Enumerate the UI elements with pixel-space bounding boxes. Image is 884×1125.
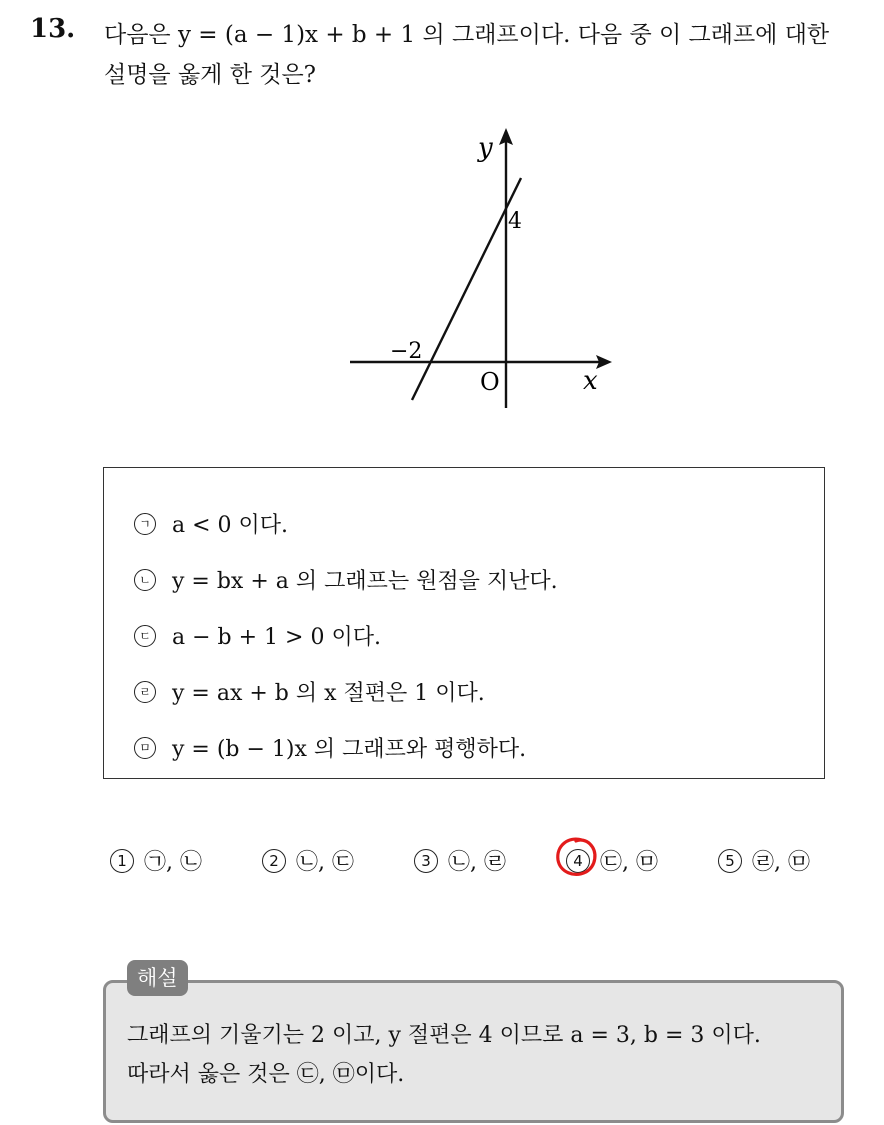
choice-number: 4 <box>566 849 590 873</box>
solution-text-line1: 그래프의 기울기는 2 이고, y 절편은 4 이므로 a = 3, b = 3 이다. <box>127 1023 761 1048</box>
choice-text: ㉢, ㉤ <box>600 850 658 875</box>
condition-text: y = ax + b 의 x 절편은 1 이다. <box>172 681 485 706</box>
condition-text: a − b + 1 > 0 이다. <box>172 625 381 650</box>
origin-label: O <box>480 368 500 396</box>
question-text-line1: 다음은 y = (a − 1)x + b + 1 의 그래프이다. 다음 중 이 그래프에 대한 <box>104 22 830 48</box>
answer-choices <box>110 845 830 879</box>
solution-text-line2: 따라서 옳은 것은 ㉢, ㉤이다. <box>127 1062 405 1087</box>
solution-box <box>103 980 844 1123</box>
choice-text: ㉡, ㉢ <box>296 850 354 875</box>
choice-5[interactable] <box>718 845 810 876</box>
choice-text: ㉣, ㉤ <box>752 850 810 875</box>
choice-text: ㉠, ㉡ <box>144 850 202 875</box>
graph-line <box>412 178 521 400</box>
condition-item <box>134 508 288 539</box>
conditions-box <box>103 467 825 779</box>
y-intercept-label: 4 <box>508 209 522 234</box>
x-axis-label: x <box>583 366 598 396</box>
solution-tag: 해설 <box>127 960 188 996</box>
y-axis-label: y <box>478 133 493 163</box>
choice-number: 3 <box>414 849 438 873</box>
condition-item <box>134 564 558 595</box>
condition-text: a < 0 이다. <box>172 513 289 538</box>
choice-1[interactable] <box>110 845 202 876</box>
condition-item <box>134 620 381 651</box>
question-number: 13. <box>30 14 76 44</box>
selected-answer-mark <box>552 834 600 880</box>
choice-number: 2 <box>262 849 286 873</box>
x-intercept-label: −2 <box>390 339 423 364</box>
choice-2[interactable] <box>262 845 354 876</box>
condition-mark: ㅁ <box>134 737 156 759</box>
choice-number: 5 <box>718 849 742 873</box>
condition-mark: ㄱ <box>134 513 156 535</box>
condition-item <box>134 732 526 763</box>
choice-text: ㉡, ㉣ <box>448 850 506 875</box>
question-text-line2: 설명을 옳게 한 것은? <box>104 62 317 88</box>
condition-mark: ㄷ <box>134 625 156 647</box>
condition-text: y = bx + a 의 그래프는 원점을 지난다. <box>172 569 558 594</box>
choice-number: 1 <box>110 849 134 873</box>
choice-3[interactable] <box>414 845 506 876</box>
condition-mark: ㄹ <box>134 681 156 703</box>
condition-item <box>134 676 485 707</box>
line-graph <box>340 118 630 418</box>
condition-mark: ㄴ <box>134 569 156 591</box>
condition-text: y = (b − 1)x 의 그래프와 평행하다. <box>172 737 527 762</box>
